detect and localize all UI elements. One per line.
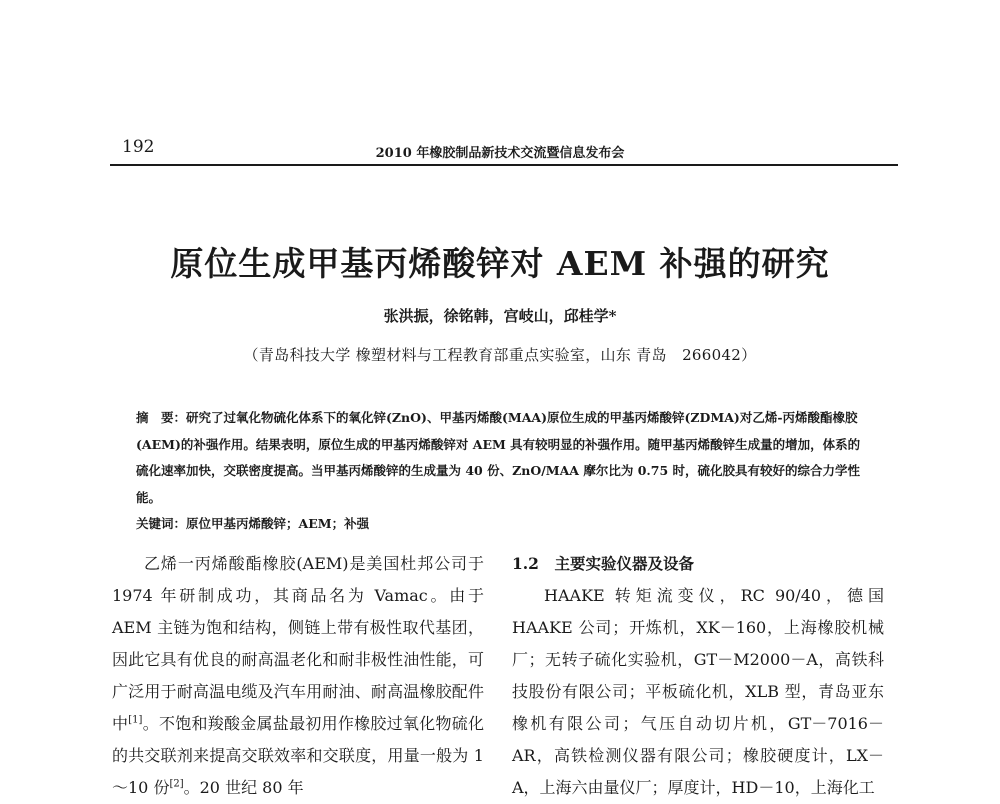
abstract-text: 研究了过氧化物硫化体系下的氧化锌(ZnO)、甲基丙烯酸(MAA)原位生成的甲基丙烯酸锌(ZDMA)对乙烯-丙烯酸酯橡胶(AEM)的补强作用。结果表明，原位生成的甲基丙烯酸锌对 AEM 具有较明显的补强作用。随甲基丙烯酸锌生成量的增加，体系的硫化速率加快，交联密度提高。当甲基丙烯酸锌的生成量为 40 份、ZnO/MAA 摩尔比为 0.75 时，硫化胶具有较好的综合力学性能。 [136,410,861,505]
keywords-text: 原位甲基丙烯酸锌；AEM；补强 [186,516,370,531]
keywords-paragraph [136,511,866,538]
body-column-left [112,548,484,804]
citation-ref-1: [1] [128,714,143,726]
abstract-label: 摘 要： [136,410,187,425]
keywords-label: 关键词： [136,516,187,531]
paper-title: 原位生成甲基丙烯酸锌对 AEM 补强的研究 [170,244,830,283]
citation-ref-2: [2] [169,778,184,790]
body-column-right [512,548,884,804]
abstract-paragraph [136,405,866,511]
intro-text-part-3: 。20 世纪 80 年 [183,778,304,797]
page-number: 192 [122,137,155,157]
section-heading-1-2: 1.2 主要实验仪器及设备 [512,554,694,573]
affiliation: （青岛科技大学 橡塑材料与工程教育部重点实验室，山东 青岛 266042） [243,346,757,364]
intro-paragraph [112,548,484,804]
equipment-paragraph: HAAKE 转矩流变仪，RC 90/40，德国 HAAKE 公司；开炼机，XK－160，上海橡胶机械厂；无转子硫化实验机，GT－M2000－A，高铁科技股份有限公司；平板硫化机，XLB 型，青岛亚东橡机有限公司；气压自动切片机，GT－7016－AR，高铁检测仪器有限公司；橡胶硬度计，LX－A，上海六由量仪厂；厚度计，HD－10，上海化工 [512,586,884,797]
author-list: 张洪振，徐铭韩，宫岐山，邱桂学* [383,307,617,325]
intro-text-part-1: 乙烯一丙烯酸酯橡胶(AEM)是美国杜邦公司于1974 年研制成功，其商品名为 Vamac。由于 AEM 主链为饱和结构，侧链上带有极性取代基团，因此它具有优良的耐高温老化和耐非极性油性能，可广泛用于耐高温电缆及汽车用耐油、耐高温橡胶配件中 [112,554,484,733]
header-rule [110,164,898,166]
intro-text-part-2: 。不饱和羧酸金属盐最初用作橡胶过氧化物硫化的共交联剂来提高交联效率和交联度，用量一般为 1～10 份 [112,714,484,797]
abstract-block [136,405,866,538]
running-title: 2010 年橡胶制品新技术交流暨信息发布会 [375,146,625,161]
